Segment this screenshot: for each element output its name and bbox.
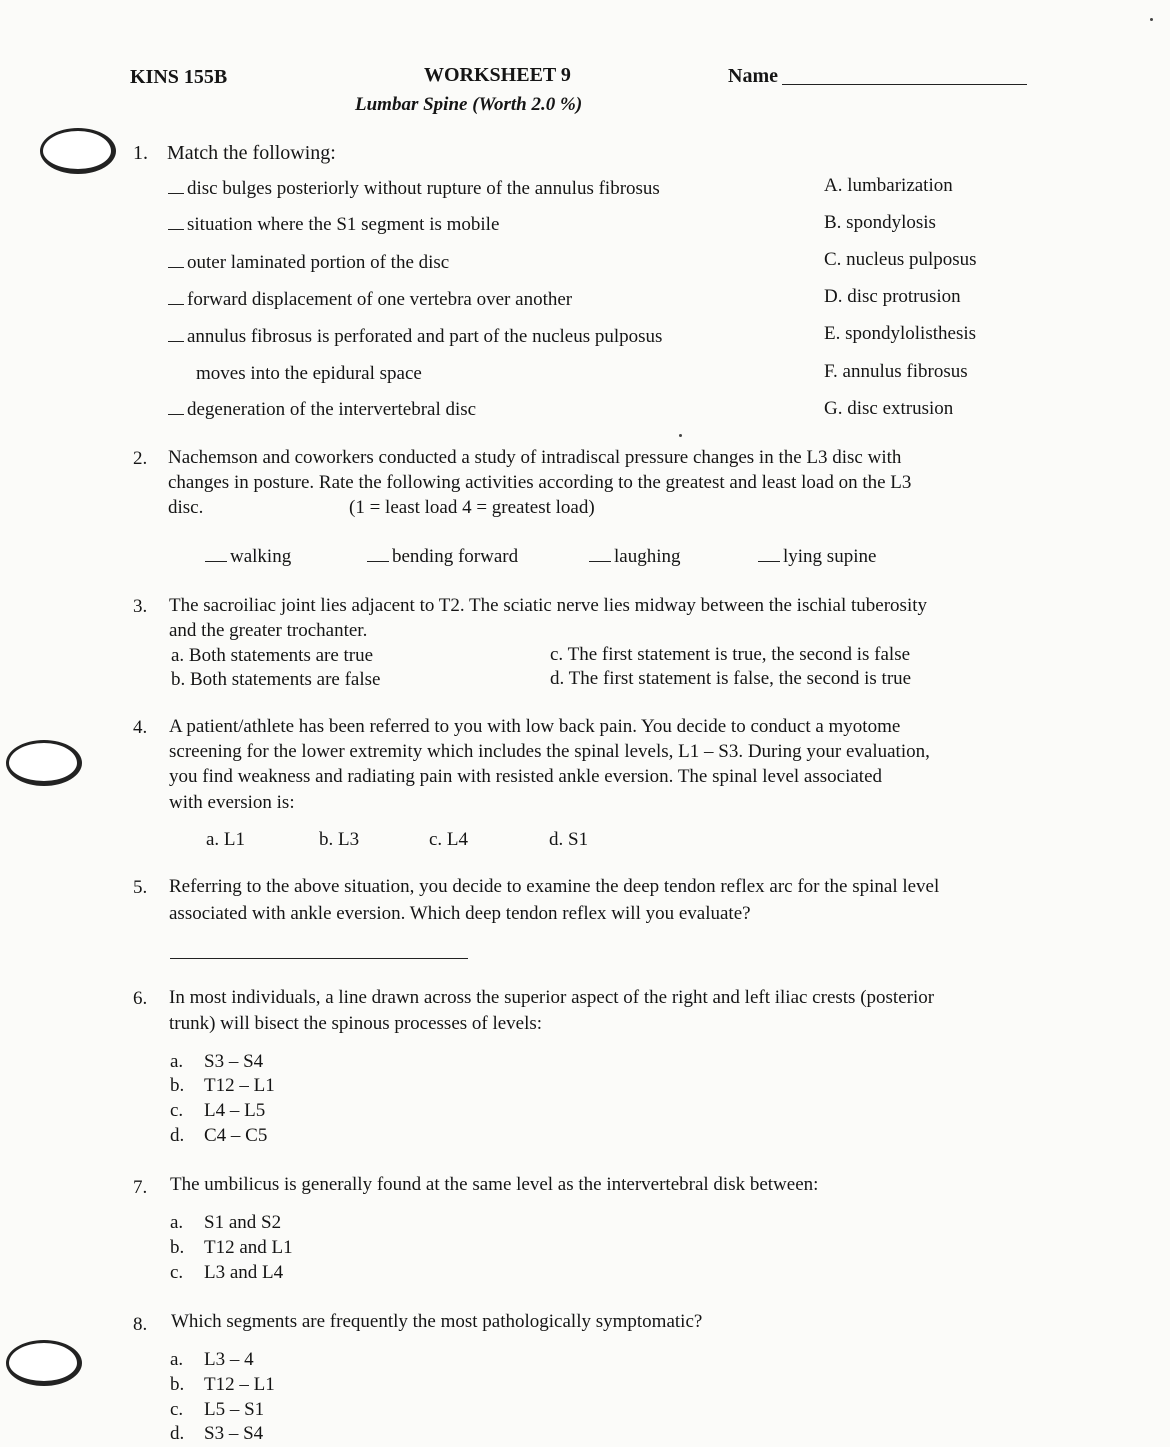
rank-blank[interactable]	[758, 561, 780, 562]
q1-item: outer laminated portion of the disc	[168, 252, 449, 274]
q8-option[interactable]: a. L3 – 4	[170, 1349, 254, 1370]
q1-item: situation where the S1 segment is mobile	[168, 214, 499, 236]
q8-prompt: Which segments are frequently the most pathologically symptomatic?	[171, 1311, 703, 1332]
q1-prompt: Match the following:	[167, 142, 336, 164]
q4-text: you find weakness and radiating pain with resisted ankle eversion. The spinal level associated	[169, 766, 883, 787]
q4-text: screening for the lower extremity which includes the spinal levels, L1 – S3. During your evaluation,	[169, 741, 930, 762]
worksheet-subtitle: Lumbar Spine (Worth 2.0 %)	[355, 94, 583, 115]
q2-activity: lying supine	[758, 546, 876, 568]
q1-number: 1.	[133, 142, 148, 164]
q3-option-d[interactable]: d. The first statement is false, the second is true	[550, 668, 912, 689]
rank-blank[interactable]	[367, 561, 389, 562]
q3-option-b[interactable]: b. Both statements are false	[171, 669, 381, 690]
q5-answer-line[interactable]	[170, 958, 468, 959]
q1-item-continued: moves into the epidural space	[196, 363, 422, 384]
q4-option[interactable]: c. L4	[429, 829, 469, 850]
course-code: KINS 155B	[130, 66, 228, 88]
q1-answer-option: D. disc protrusion	[824, 286, 961, 307]
answer-blank[interactable]	[168, 341, 184, 342]
q2-text: changes in posture. Rate the following activities according to the greatest and least load on the L3	[168, 472, 912, 493]
answer-blank[interactable]	[168, 267, 184, 268]
q1-answer-option: B. spondylosis	[824, 212, 936, 233]
name-field-line[interactable]	[782, 84, 1027, 85]
q7-prompt: The umbilicus is generally found at the same level as the intervertebral disk between:	[170, 1174, 819, 1195]
q1-item: degeneration of the intervertebral disc	[168, 399, 476, 421]
name-label: Name	[728, 65, 778, 87]
q7-option[interactable]: b. T12 and L1	[170, 1237, 293, 1258]
q3-number: 3.	[133, 596, 148, 617]
q2-number: 2.	[133, 448, 148, 469]
q3-option-a[interactable]: a. Both statements are true	[171, 645, 374, 666]
q1-answer-option: G. disc extrusion	[824, 398, 954, 419]
binder-hole-top	[40, 128, 116, 174]
q3-text: The sacroiliac joint lies adjacent to T2. The sciatic nerve lies midway between the ischial tuberosity	[169, 595, 927, 616]
answer-blank[interactable]	[168, 414, 184, 415]
q3-text: and the greater trochanter.	[169, 620, 368, 641]
binder-hole-bottom	[6, 1340, 82, 1386]
q6-option[interactable]: b. T12 – L1	[170, 1075, 275, 1096]
q6-text: trunk) will bisect the spinous processes of levels:	[169, 1013, 543, 1034]
q6-text: In most individuals, a line drawn across the superior aspect of the right and left iliac crests (posterior	[169, 987, 935, 1008]
q8-option[interactable]: d. S3 – S4	[170, 1423, 264, 1444]
q6-number: 6.	[133, 988, 148, 1009]
q4-number: 4.	[133, 717, 148, 738]
q4-option[interactable]: d. S1	[549, 829, 589, 850]
q1-answer-option: C. nucleus pulposus	[824, 249, 977, 270]
q1-answer-option: A. lumbarization	[824, 175, 953, 196]
q4-option[interactable]: a. L1	[206, 829, 246, 850]
rank-blank[interactable]	[205, 561, 227, 562]
scan-speck	[679, 434, 682, 437]
q2-text: disc.	[168, 497, 204, 518]
q7-number: 7.	[133, 1177, 148, 1198]
q1-item: forward displacement of one vertebra over another	[168, 289, 572, 311]
q2-activity: bending forward	[367, 546, 518, 568]
q6-option[interactable]: c. L4 – L5	[170, 1100, 266, 1121]
binder-hole-middle	[6, 740, 82, 786]
q4-text: A patient/athlete has been referred to you with low back pain. You decide to conduct a myotome	[169, 716, 901, 737]
answer-blank[interactable]	[168, 304, 184, 305]
q2-scale: (1 = least load 4 = greatest load)	[349, 497, 595, 518]
q8-option[interactable]: c. L5 – S1	[170, 1399, 265, 1420]
worksheet-title: WORKSHEET 9	[424, 64, 571, 86]
q2-text: Nachemson and coworkers conducted a study of intradiscal pressure changes in the L3 disc with	[168, 447, 902, 468]
q5-text: Referring to the above situation, you decide to examine the deep tendon reflex arc for the spinal level	[169, 876, 940, 897]
q7-option[interactable]: c. L3 and L4	[170, 1262, 284, 1283]
q3-option-c[interactable]: c. The first statement is true, the second is false	[550, 644, 911, 665]
scan-speck	[1150, 18, 1153, 21]
q6-option[interactable]: a. S3 – S4	[170, 1051, 264, 1072]
q2-activity: walking	[205, 546, 291, 568]
q1-answer-option: F. annulus fibrosus	[824, 361, 968, 382]
q7-option[interactable]: a. S1 and S2	[170, 1212, 282, 1233]
q5-text: associated with ankle eversion. Which deep tendon reflex will you evaluate?	[169, 903, 751, 924]
q5-number: 5.	[133, 877, 148, 898]
q6-option[interactable]: d. C4 – C5	[170, 1125, 268, 1146]
q1-answer-option: E. spondylolisthesis	[824, 323, 977, 344]
q8-option[interactable]: b. T12 – L1	[170, 1374, 275, 1395]
q4-option[interactable]: b. L3	[319, 829, 360, 850]
rank-blank[interactable]	[589, 561, 611, 562]
q1-item: annulus fibrosus is perforated and part of the nucleus pulposus	[168, 326, 662, 348]
q8-number: 8.	[133, 1314, 148, 1335]
q1-item: disc bulges posteriorly without rupture of the annulus fibrosus	[168, 178, 660, 200]
answer-blank[interactable]	[168, 229, 184, 230]
q2-activity: laughing	[589, 546, 681, 568]
q4-text: with eversion is:	[169, 792, 295, 813]
answer-blank[interactable]	[168, 193, 184, 194]
